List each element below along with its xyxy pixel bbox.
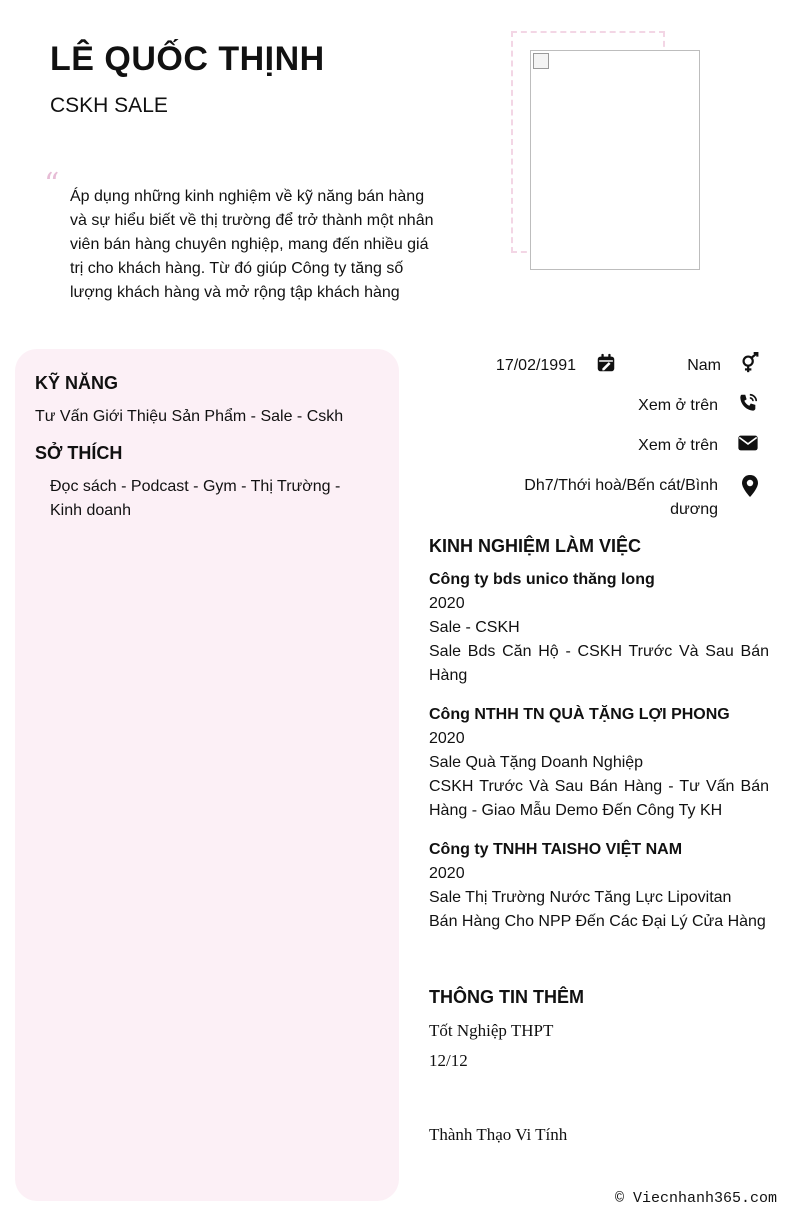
calendar-icon xyxy=(595,352,619,376)
phone-icon xyxy=(737,392,761,416)
additional-info-line: Tốt Nghiệp THPT xyxy=(429,1021,554,1040)
job-year: 2020 xyxy=(429,595,465,612)
job-year: 2020 xyxy=(429,730,465,747)
birthdate: 17/02/1991 xyxy=(495,357,576,374)
job-entry xyxy=(429,703,769,823)
job-description: Bán Hàng Cho NPP Đến Các Đại Lý Cửa Hàng xyxy=(429,913,766,930)
job-title: CSKH SALE xyxy=(50,94,168,117)
email: Xem ở trên xyxy=(638,437,718,454)
job-role: Sale Quà Tặng Doanh Nghiệp xyxy=(429,754,644,771)
additional-info-line: 12/12 xyxy=(429,1051,468,1070)
hobbies-text: Đọc sách - Podcast - Gym - Thị Trường - Kinh doanh xyxy=(50,478,341,519)
skills-heading: KỸ NĂNG xyxy=(35,373,119,393)
gender: Nam xyxy=(687,357,721,374)
job-company: Công ty TNHH TAISHO VIỆT NAM xyxy=(429,841,683,858)
additional-info-line: Thành Thạo Vi Tính xyxy=(429,1125,568,1144)
job-entry xyxy=(429,838,769,934)
job-company: Công NTHH TN QUÀ TẶNG LỢI PHONG xyxy=(429,706,730,723)
job-role: Sale Thị Trường Nước Tăng Lực Lipovitan xyxy=(429,889,732,906)
experience-heading: KINH NGHIỆM LÀM VIỆC xyxy=(429,536,642,556)
job-description: Sale Bds Căn Hộ - CSKH Trước Và Sau Bán Hàng xyxy=(429,643,769,684)
quote-icon: “ xyxy=(44,167,60,202)
email-icon xyxy=(737,432,761,456)
skills-text: Tư Vấn Giới Thiệu Sản Phẩm - Sale - Cskh xyxy=(35,408,344,425)
candidate-name: LÊ QUỐC THỊNH xyxy=(50,40,325,78)
job-description: CSKH Trước Và Sau Bán Hàng - Tư Vấn Bán Hàng - Giao Mẫu Demo Đến Công Ty KH xyxy=(429,778,769,819)
career-objective: Áp dụng những kinh nghiệm về kỹ năng bán hàng và sự hiểu biết về thị trường để trở thành một nhân viên bán hàng chuyên nghiệp, mang đến nhiều giá trị cho khách hàng. Từ đó giúp Công ty tăng số lượng khách hàng và mở rộng tập khách hàng xyxy=(70,188,434,301)
address: Dh7/Thới hoà/Bến cát/Bình dương xyxy=(524,477,718,518)
footer-copyright: © Viecnhanh365.com xyxy=(614,1190,777,1207)
phone: Xem ở trên xyxy=(638,397,718,414)
hobbies-heading: SỞ THÍCH xyxy=(35,443,123,463)
location-icon xyxy=(738,474,762,498)
sidebar xyxy=(15,349,399,1201)
job-role: Sale - CSKH xyxy=(429,619,520,636)
broken-image-icon xyxy=(533,53,549,69)
additional-info-heading: THÔNG TIN THÊM xyxy=(429,987,584,1007)
profile-photo xyxy=(530,50,700,270)
job-year: 2020 xyxy=(429,865,465,882)
job-company: Công ty bds unico thăng long xyxy=(429,571,655,588)
gender-icon xyxy=(739,352,763,376)
job-entry xyxy=(429,568,769,688)
